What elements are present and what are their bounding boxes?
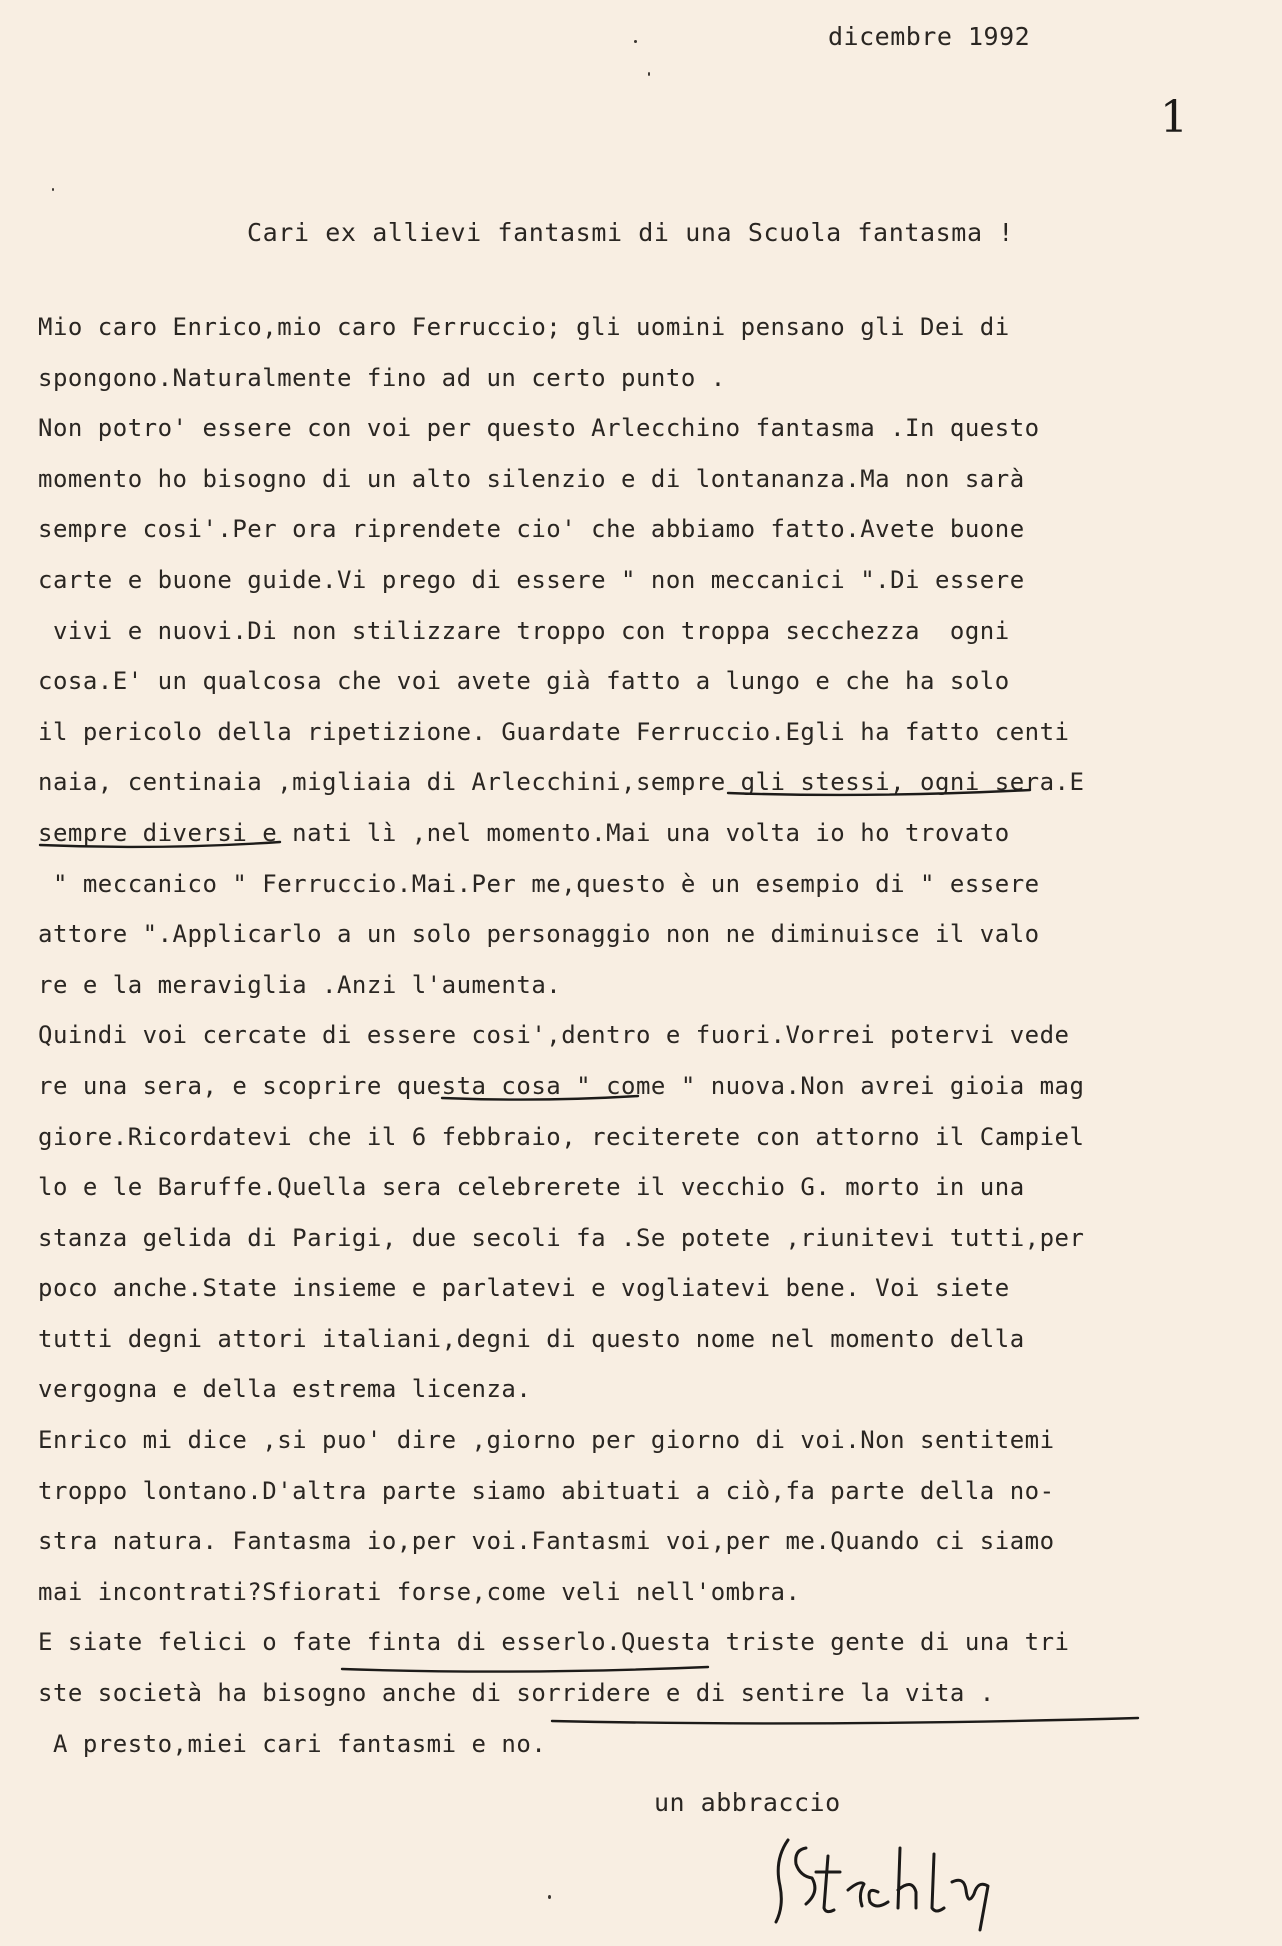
body-line: poco anche.State insieme e parlatevi e vogliatevi bene. Voi siete — [38, 1274, 1010, 1303]
body-line: Quindi voi cercate di essere cosi',dentro e fuori.Vorrei potervi vede — [38, 1021, 1070, 1050]
body-line: A presto,miei cari fantasmi e no. — [38, 1729, 547, 1758]
body-line: Mio caro Enrico,mio caro Ferruccio; gli uomini pensano gli Dei di — [38, 313, 1010, 341]
body-line: lo e le Baruffe.Quella sera celebrerete il vecchio G. morto in una — [38, 1173, 1025, 1202]
body-line: attore ".Applicarlo a un solo personaggio non ne diminuisce il valo — [38, 920, 1040, 949]
letter-body — [38, 302, 1268, 1769]
body-line: il pericolo della ripetizione. Guardate Ferruccio.Egli ha fatto centi — [38, 717, 1070, 746]
body-line: tutti degni attori italiani,degni di questo nome nel momento della — [38, 1324, 1025, 1353]
letter-closing: un abbraccio — [654, 1788, 841, 1817]
letter-date: dicembre 1992 — [828, 22, 1031, 51]
body-line: stra natura. Fantasma io,per voi.Fantasmi voi,per me.Quando ci siamo — [38, 1527, 1055, 1556]
handwritten-signature — [766, 1820, 1026, 1940]
body-line: E siate felici o fate finta di esserlo.Questa triste gente di una tri — [38, 1628, 1070, 1657]
page-number: 1 — [1160, 92, 1188, 143]
body-line: ste società ha bisogno anche di sorridere e di sentire la vita . — [38, 1679, 995, 1708]
body-line: cosa.E' un qualcosa che voi avete già fatto a lungo e che ha solo — [38, 667, 1010, 696]
body-line: mai incontrati?Sfiorati forse,come veli nell'ombra. — [38, 1577, 801, 1606]
paper-speck — [634, 40, 637, 43]
body-line: vivi e nuovi.Di non stilizzare troppo con troppa secchezza ogni — [38, 616, 1010, 645]
paper-speck — [548, 1895, 551, 1899]
body-line: " meccanico " Ferruccio.Mai.Per me,questo è un esempio di " essere — [38, 869, 1040, 898]
body-line: re e la meraviglia .Anzi l'aumenta. — [38, 970, 562, 999]
body-line: stanza gelida di Parigi, due secoli fa .Se potete ,riunitevi tutti,per — [38, 1223, 1085, 1252]
body-line: vergogna e della estrema licenza. — [38, 1375, 532, 1404]
body-line: giore.Ricordatevi che il 6 febbraio, reciterete con attorno il Campiel — [38, 1122, 1085, 1151]
body-line: spongono.Naturalmente fino ad un certo punto . — [38, 363, 726, 392]
letter-salutation: Cari ex allievi fantasmi di una Scuola fantasma ! — [247, 218, 1014, 247]
paper-speck — [52, 188, 54, 191]
paper-speck — [648, 72, 650, 76]
body-line: naia, centinaia ,migliaia di Arlecchini,sempre gli stessi, ogni sera.E — [38, 768, 1085, 797]
body-line: re una sera, e scoprire questa cosa " come " nuova.Non avrei gioia mag — [38, 1071, 1085, 1100]
body-line: Non potro' essere con voi per questo Arlecchino fantasma .In questo — [38, 414, 1040, 443]
body-line: sempre diversi e nati lì ,nel momento.Mai una volta io ho trovato — [38, 818, 1010, 847]
body-line: sempre cosi'.Per ora riprendete cio' che abbiamo fatto.Avete buone — [38, 515, 1025, 544]
body-line: troppo lontano.D'altra parte siamo abituati a ciò,fa parte della no- — [38, 1476, 1055, 1505]
body-line: Enrico mi dice ,si puo' dire ,giorno per giorno di voi.Non sentitemi — [38, 1426, 1055, 1455]
body-line: carte e buone guide.Vi prego di essere " non meccanici ".Di essere — [38, 565, 1025, 594]
body-line: momento ho bisogno di un alto silenzio e di lontananza.Ma non sarà — [38, 464, 1025, 493]
